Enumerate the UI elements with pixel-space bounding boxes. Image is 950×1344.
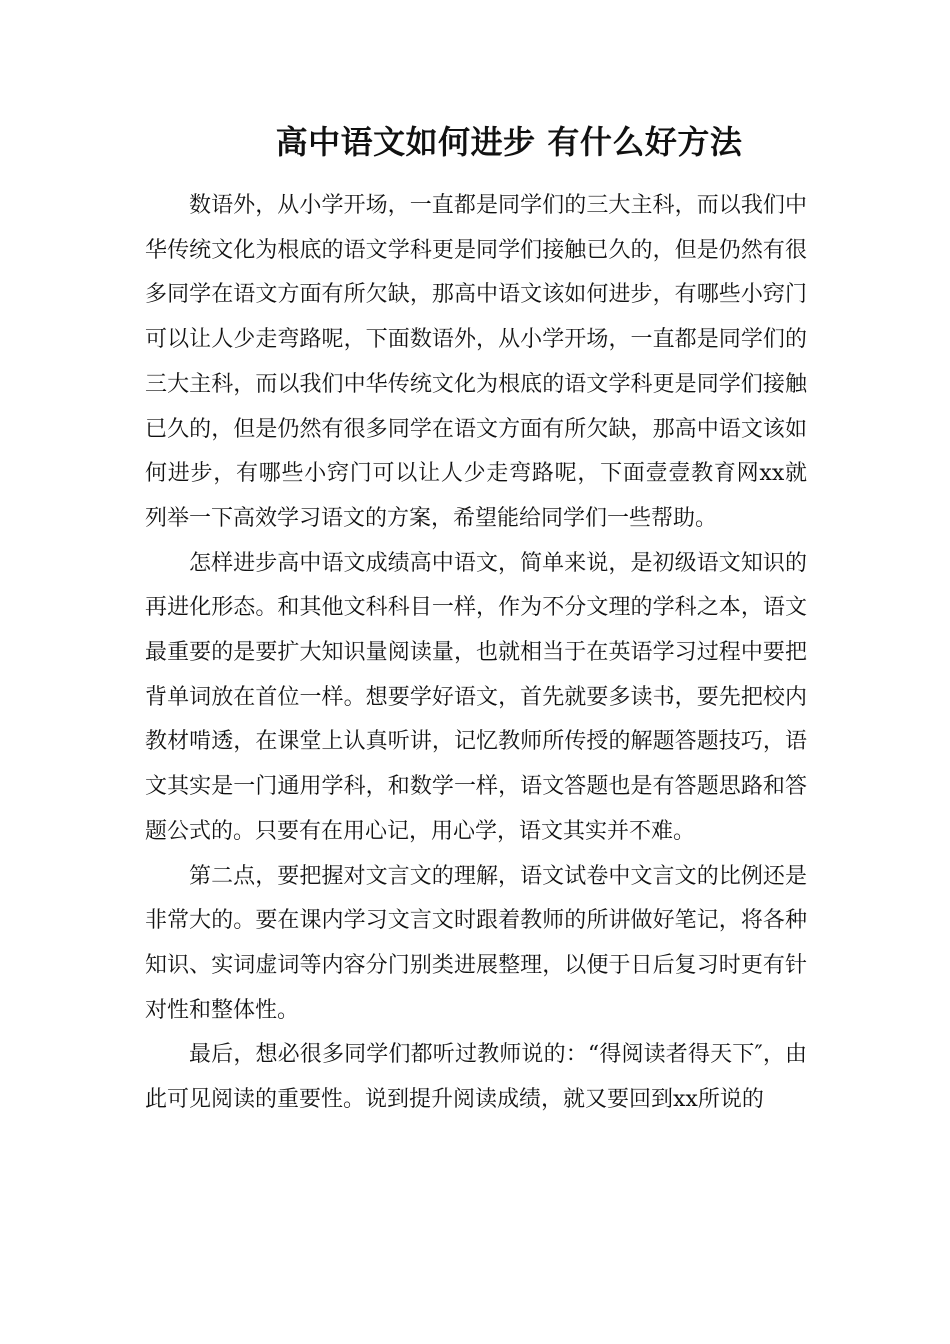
paragraph-1: 数语外，从小学开场，一直都是同学们的三大主科，而以我们中华传统文化为根底的语文学科更是同学们接触已久的，但是仍然有很多同学在语文方面有所欠缺，那高中语文该如何进步，有哪些小窍门可以让人少走弯路呢，下面数语外，从小学开场，一直都是同学们的三大主科，而以我们中华传统文化为根底的语文学科更是同学们接触已久的，但是仍然有很多同学在语文方面有所欠缺，那高中语文该如何进步，有哪些小窍门可以让人少走弯路呢，下面壹壹教育网xx就列举一下高效学习语文的方案，希望能给同学们一些帮助。	[145, 193, 807, 531]
paragraph-2: 怎样进步高中语文成绩高中语文，简单来说，是初级语文知识的再进化形态。和其他文科科目一样，作为不分文理的学科之本，语文最重要的是要扩大知识量阅读量，也就相当于在英语学习过程中要把背单词放在首位一样。想要学好语文，首先就要多读书，要先把校内教材啃透，在课堂上认真听讲，记忆教师所传授的解题答题技巧，语文其实是一门通用学科，和数学一样，语文答题也是有答题思路和答题公式的。只要有在用心记，用心学，语文其实并不难。	[145, 550, 807, 844]
document-title: 高中语文如何进步 有什么好方法	[275, 123, 743, 161]
document-body	[145, 184, 807, 1123]
paragraph-3: 第二点，要把握对文言文的理解，语文试卷中文言文的比例还是非常大的。要在课内学习文言文时跟着教师的所讲做好笔记，将各种知识、实词虚词等内容分门别类进展整理，以便于日后复习时更有针对性和整体性。	[145, 863, 807, 1023]
paragraph-4: 最后，想必很多同学们都听过教师说的：“得阅读者得天下″，由此可见阅读的重要性。说到提升阅读成绩，就又要回到xx所说的	[145, 1042, 807, 1113]
